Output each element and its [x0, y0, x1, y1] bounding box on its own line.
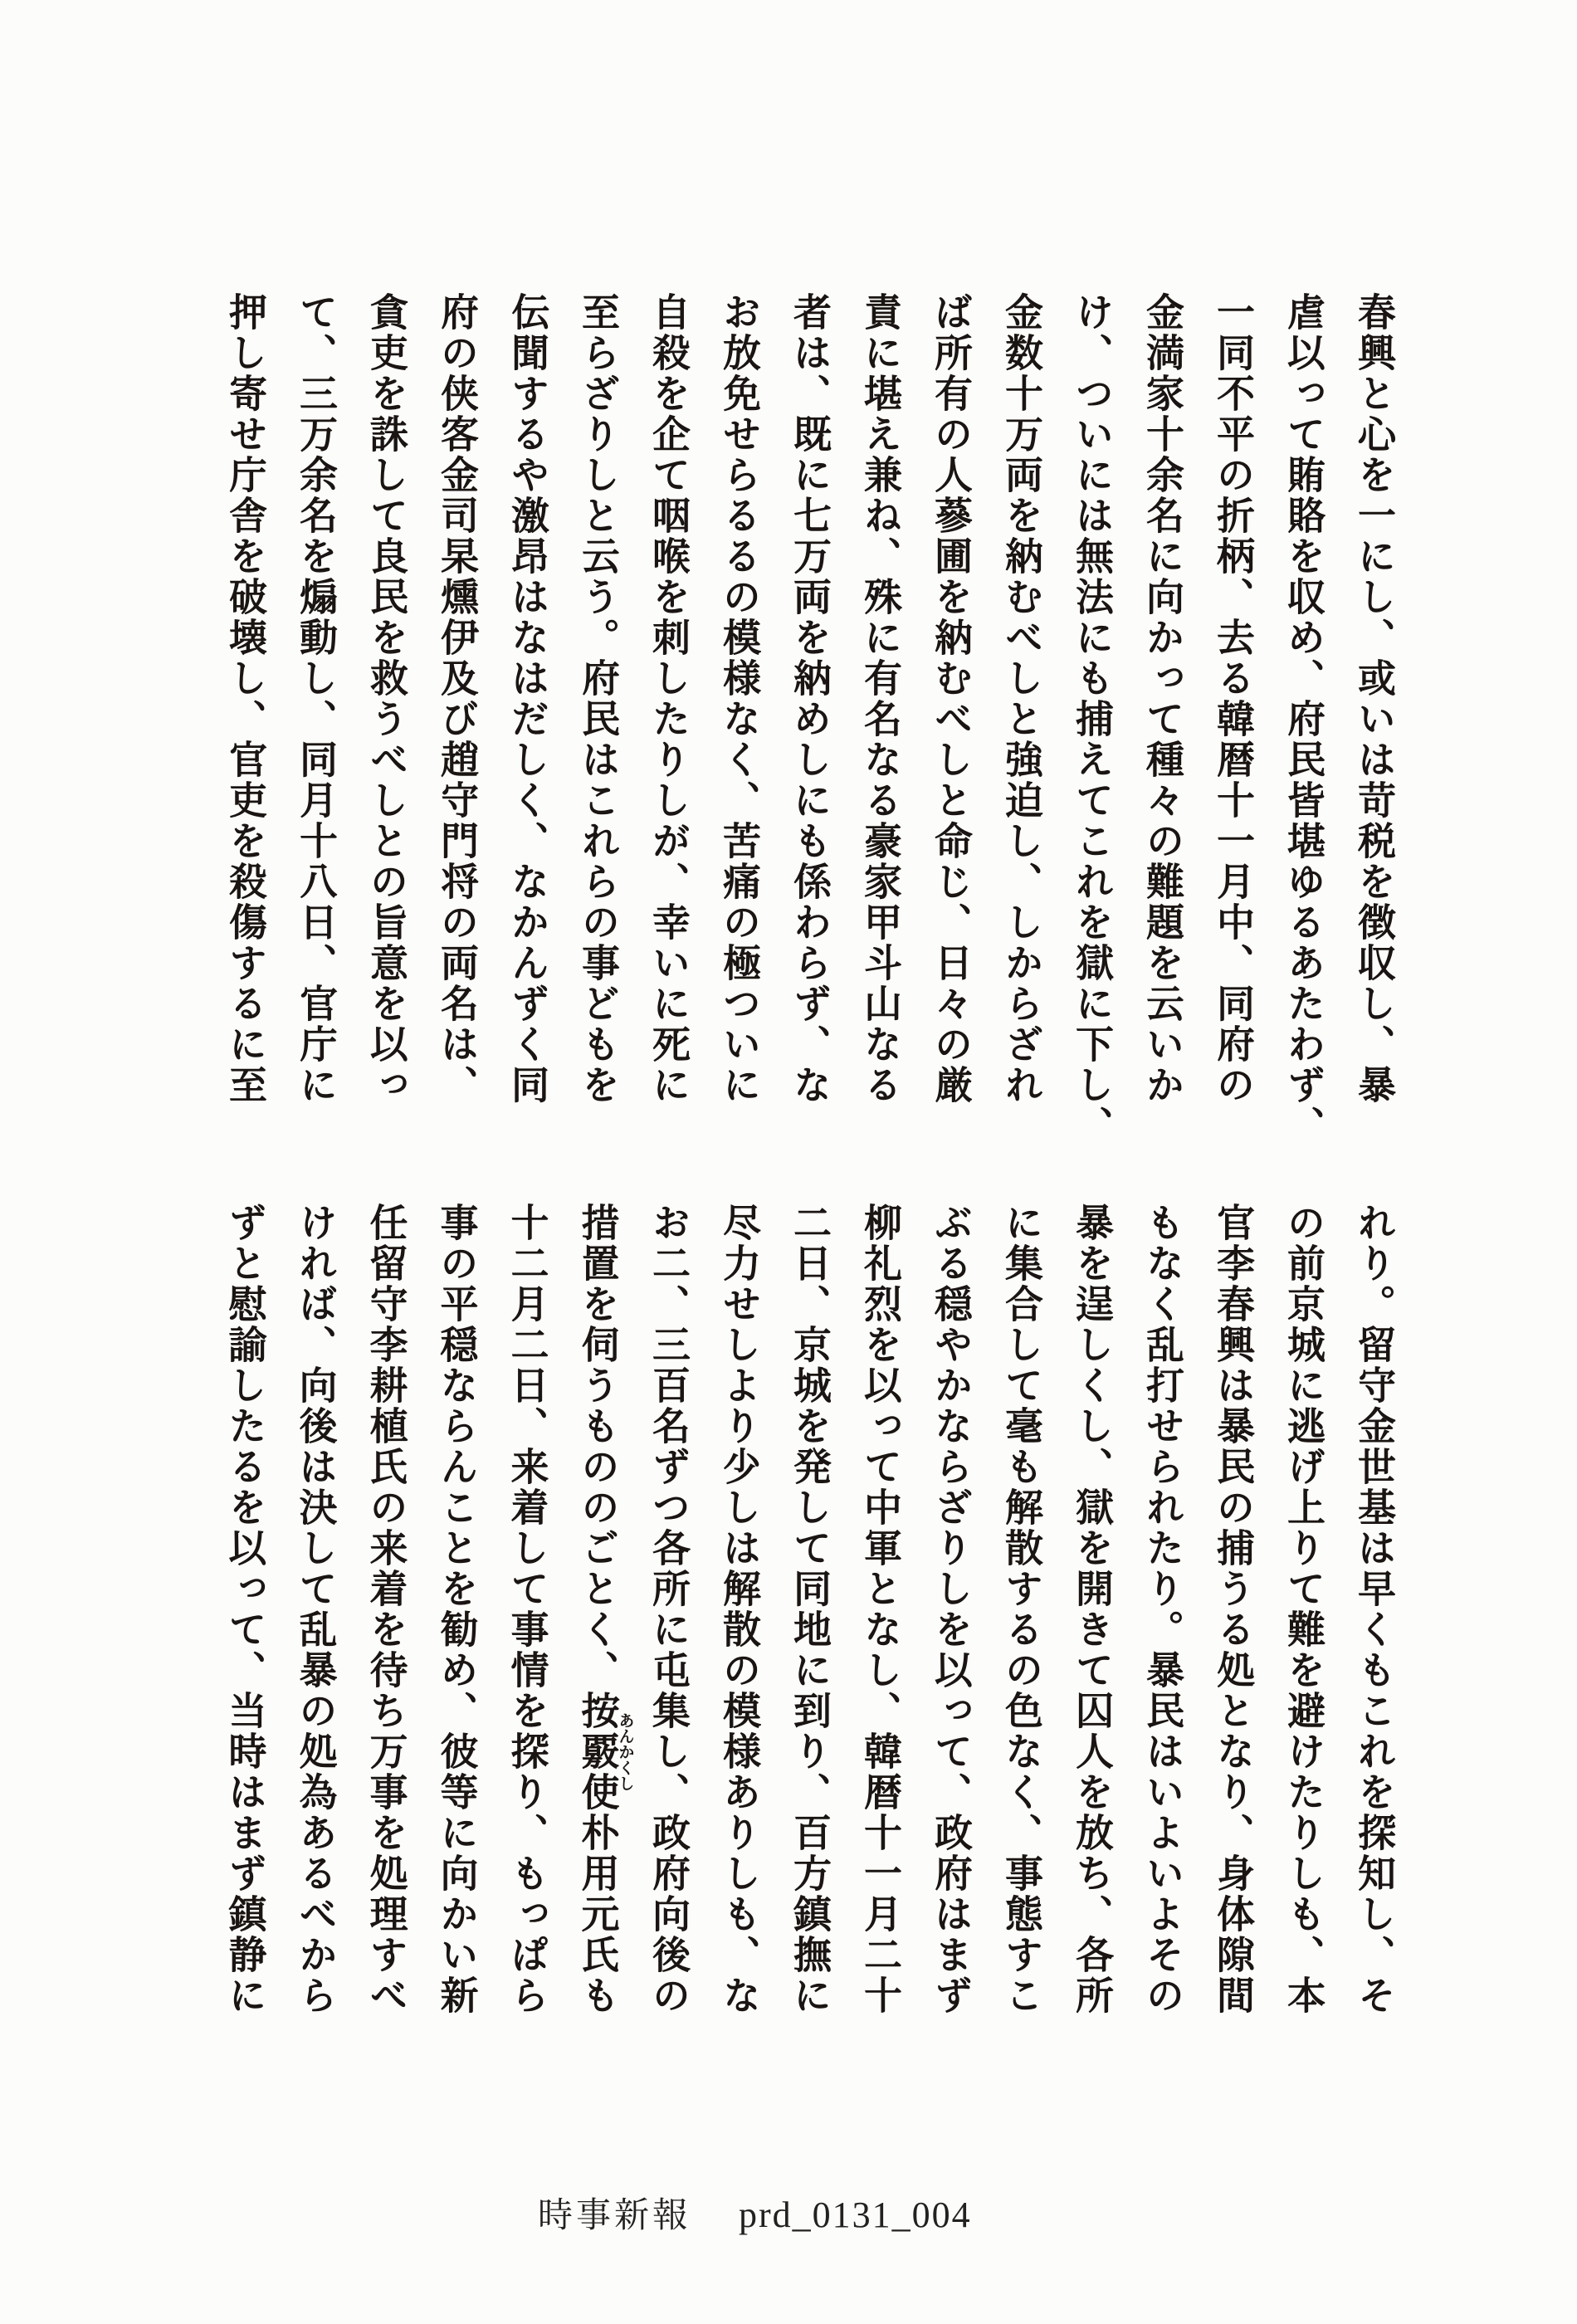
text-column: 措置を伺うもののごとく、按覈使あんかくし朴用元氏も	[576, 1203, 634, 2016]
text-column: 押し寄せ庁舎を破壊し、官吏を殺傷するに至	[224, 292, 266, 1106]
block-divider	[208, 1184, 1409, 1203]
text-column: 金数十万両を納むべしと強迫し、しからざれ	[1000, 292, 1042, 1106]
text-column: 尽力せしより少しは解散の模様ありしも、な	[718, 1203, 760, 2016]
text-block-upper	[208, 292, 1409, 1184]
text-column: もなく乱打せられたり。暴民はいよいよその	[1141, 1203, 1184, 2016]
text-column: 官李春興は暴民の捕うる処となり、身体隙間	[1212, 1203, 1254, 2016]
text-column: 自殺を企て咽喉を刺したりしが、幸いに死に	[647, 292, 690, 1106]
text-column: 柳礼烈を以って中軍となし、韓暦十一月二十	[859, 1203, 901, 2016]
text-column: 者は、既に七万両を納めしにも係わらず、な	[788, 292, 831, 1106]
text-column: ば所有の人蔘圃を納むべしと命じ、日々の厳	[930, 292, 972, 1106]
page-footer	[538, 2188, 972, 2238]
text-column: 責に堪え兼ね、殊に有名なる豪家甲斗山なる	[859, 292, 901, 1106]
text-column: 事の平穏ならんことを勧め、彼等に向かい新	[435, 1203, 478, 2016]
text-column: お放免せらるるの模様なく、苦痛の極ついに	[718, 292, 760, 1106]
text-column: お二、三百名ずつ各所に屯集し、政府向後の	[647, 1203, 690, 2016]
text-column: 金満家十余名に向かって種々の難題を云いか	[1141, 292, 1184, 1106]
text-column: 春興と心を一にし、或いは苛税を徴収し、暴	[1353, 292, 1395, 1106]
ruby-annotation: 按覈使あんかくし	[576, 1691, 634, 1813]
text-column: 一同不平の折柄、去る韓暦十一月中、同府の	[1212, 292, 1254, 1106]
text-column: 二日、京城を発して同地に到り、百方鎮撫に	[788, 1203, 831, 2016]
text-column: の前京城に逃げ上りて難を避けたりしも、本	[1282, 1203, 1325, 2016]
text-block-lower	[208, 1203, 1409, 2095]
publication-title: 時事新報	[538, 2197, 691, 2235]
text-column: ぶる穏やかならざりしを以って、政府はまず	[930, 1203, 972, 2016]
text-column: ずと慰諭したるを以って、当時はまず鎮静に	[223, 1203, 266, 2016]
article-body	[208, 292, 1409, 2095]
page-code: prd_0131_004	[739, 2195, 972, 2235]
text-column: れり。留守金世基は早くもこれを探知し、そ	[1353, 1203, 1395, 2016]
text-column: 十二月二日、来着して事情を探り、もっぱら	[505, 1203, 549, 2016]
text-column: 暴を逞しくし、獄を開きて囚人を放ち、各所	[1071, 1203, 1113, 2016]
text-column: 伝聞するや激昂はなはだしく、なかんずく同	[506, 292, 549, 1106]
text-column: 虐以って賄賂を収め、府民皆堪ゆるあたわず、	[1282, 292, 1325, 1146]
text-column: 貪吏を誅して良民を救うべしとの旨意を以っ	[365, 292, 408, 1106]
text-column: け、ついには無法にも捕えてこれを獄に下し、	[1071, 292, 1113, 1146]
text-column: 至らざりしと云う。府民はこれらの事どもを	[577, 292, 619, 1106]
text-column: 任留守李耕植氏の来着を待ち万事を処理すべ	[364, 1203, 408, 2016]
text-column: ければ、向後は決して乱暴の処為あるべから	[294, 1203, 337, 2016]
text-column: に集合して毫も解散するの色なく、事態すこ	[1000, 1203, 1042, 2016]
text-column: 府の侠客金司杲燻伊及び趙守門将の両名は、	[436, 292, 478, 1106]
text-column: て、三万余名を煽動し、同月十八日、官庁に	[295, 292, 337, 1106]
